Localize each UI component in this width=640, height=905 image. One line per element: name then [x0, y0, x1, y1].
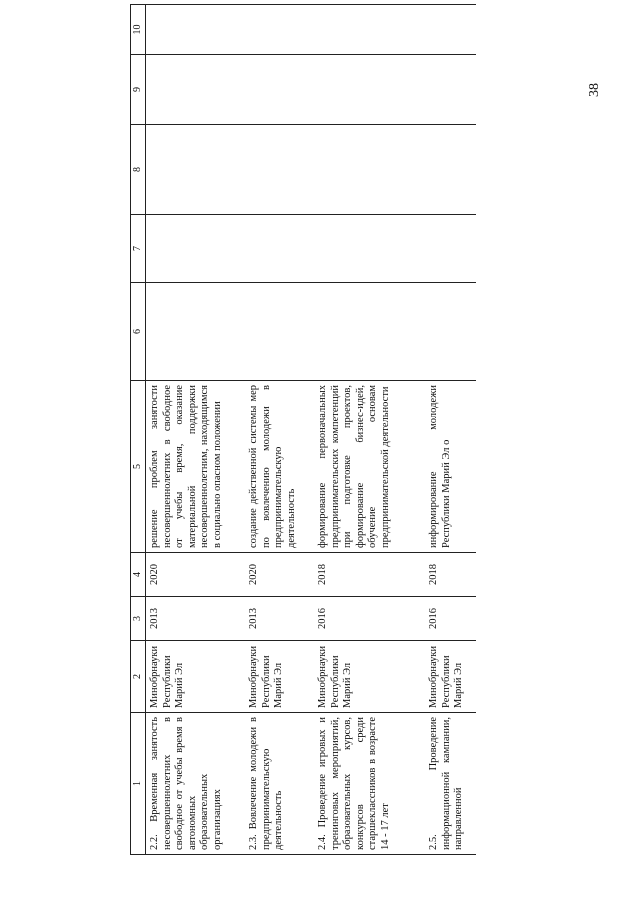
header-cell: 8: [131, 125, 146, 215]
empty-cell: [146, 215, 246, 283]
executor-cell: Минобрнауки Республики Марий Эл: [314, 641, 425, 713]
result-cell: создание действенной системы мер по вовлечению молодежи в предпринимательскую деятельность: [245, 381, 314, 553]
header-cell: 3: [131, 597, 146, 641]
empty-cell: [245, 283, 314, 381]
empty-cell: [146, 283, 246, 381]
table-row: [314, 5, 425, 855]
header-cell: 10: [131, 5, 146, 55]
empty-cell: [425, 215, 476, 283]
empty-cell: [314, 125, 425, 215]
start-year-cell: 2013: [146, 597, 246, 641]
result-cell: формирование первоначальных предпринимательских компетенций при подготовке проектов, формирование бизнес-идей, обучение основам предпринимательской деятельности: [314, 381, 425, 553]
empty-cell: [146, 5, 246, 55]
empty-cell: [245, 215, 314, 283]
end-year-cell: 2020: [146, 553, 246, 597]
executor-cell: Минобрнауки Республики Марий Эл: [425, 641, 476, 713]
empty-cell: [425, 5, 476, 55]
header-cell: 2: [131, 641, 146, 713]
empty-cell: [425, 55, 476, 125]
end-year-cell: 2018: [425, 553, 476, 597]
executor-cell: Минобрнауки Республики Марий Эл: [245, 641, 314, 713]
start-year-cell: 2016: [314, 597, 425, 641]
table-row: [425, 5, 476, 855]
start-year-cell: 2016: [425, 597, 476, 641]
empty-cell: [146, 125, 246, 215]
measure-cell: 2.4. Проведение игровых и тренинговых мероприятий, образовательных курсов, конкурсов среди старшеклассников в возрасте 14 - 17 лет: [314, 713, 425, 855]
empty-cell: [314, 55, 425, 125]
executor-cell: Минобрнауки Республики Марий Эл: [146, 641, 246, 713]
empty-cell: [245, 55, 314, 125]
empty-cell: [425, 125, 476, 215]
table-row: [245, 5, 314, 855]
header-cell: 7: [131, 215, 146, 283]
header-row: [131, 5, 146, 855]
empty-cell: [146, 55, 246, 125]
empty-cell: [425, 283, 476, 381]
header-cell: 9: [131, 55, 146, 125]
empty-cell: [314, 215, 425, 283]
measure-cell: 2.3. Вовлечение молодежи в предпринимательскую деятельность: [245, 713, 314, 855]
rotated-table-container: [130, 24, 630, 855]
header-cell: 1: [131, 713, 146, 855]
end-year-cell: 2018: [314, 553, 425, 597]
result-cell: решение проблем занятости несовершеннолетних в свободное от учебы время, оказание материальной поддержки несовершеннолетним, находящимся в социально опасном положении: [146, 381, 246, 553]
program-table: [130, 4, 476, 855]
measure-cell: 2.5. Проведение информационной кампании, направленной: [425, 713, 476, 855]
empty-cell: [314, 5, 425, 55]
header-cell: 6: [131, 283, 146, 381]
empty-cell: [245, 5, 314, 55]
header-cell: 5: [131, 381, 146, 553]
measure-cell: 2.2. Временная занятость несовершеннолетних в свободное от учебы время в автономных образовательных организациях: [146, 713, 246, 855]
empty-cell: [314, 283, 425, 381]
end-year-cell: 2020: [245, 553, 314, 597]
result-cell: информирование молодежи Республики Марий Эл о: [425, 381, 476, 553]
table-row: [146, 5, 246, 855]
header-cell: 4: [131, 553, 146, 597]
empty-cell: [245, 125, 314, 215]
page-number: 38: [587, 83, 602, 97]
start-year-cell: 2013: [245, 597, 314, 641]
